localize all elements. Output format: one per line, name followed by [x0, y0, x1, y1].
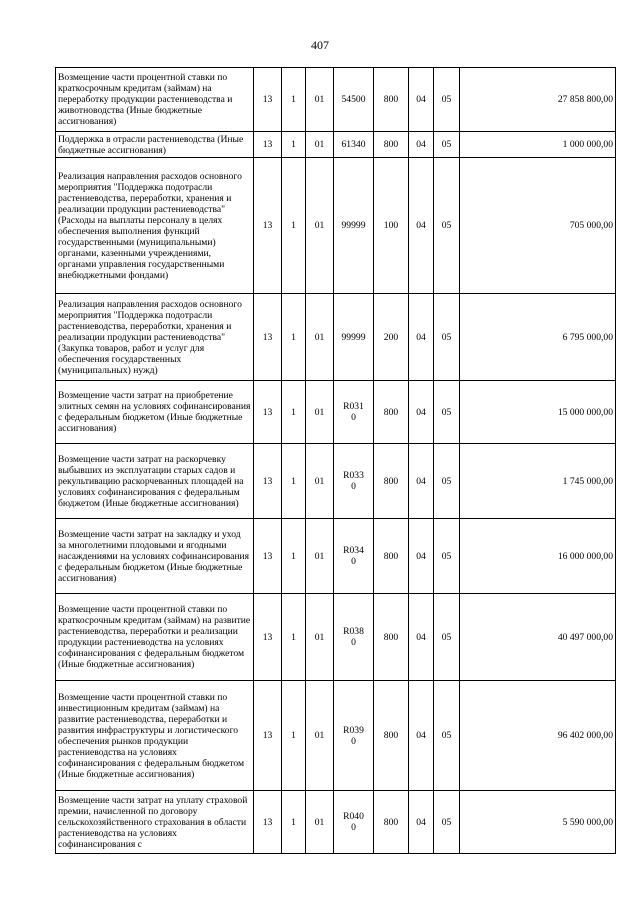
- row-description: Возмещение части процентной ставки по краткосрочным кредитам (займам) на переработку продукции растениеводства и животноводства (Иные бюджетные ассигнования): [56, 68, 254, 132]
- page-number: 407: [311, 38, 329, 52]
- direction-code: 99999: [334, 158, 374, 294]
- subprogram-code: 1: [282, 444, 306, 519]
- section-code: 04: [409, 444, 434, 519]
- expense-type-code: 800: [374, 519, 409, 594]
- program-code: 13: [254, 791, 282, 854]
- subprogram-code: 1: [282, 594, 306, 681]
- event-code: 01: [306, 594, 334, 681]
- direction-code-part-1: R039: [343, 724, 364, 736]
- section-code: 04: [409, 594, 434, 681]
- expense-type-code: 800: [374, 594, 409, 681]
- table-row: [56, 444, 616, 519]
- amount: 16 000 000,00: [460, 519, 616, 594]
- table-row: [56, 294, 616, 381]
- amount: 15 000 000,00: [460, 381, 616, 444]
- subprogram-code: 1: [282, 158, 306, 294]
- direction-code-part-2: 0: [351, 481, 356, 492]
- direction-code: 99999: [334, 294, 374, 381]
- program-code: 13: [254, 444, 282, 519]
- row-description: Возмещение части процентной ставки по инвестиционным кредитам (займам) на развитие растениеводства, переработки и развития инфраструктуры и логистического обеспечения рынков продукции растениеводства на условиях софинансирования с федеральным бюджетом (Иные бюджетные ассигнования): [56, 681, 254, 791]
- subprogram-code: 1: [282, 381, 306, 444]
- subprogram-code: 1: [282, 132, 306, 158]
- subprogram-code: 1: [282, 68, 306, 132]
- row-description: Возмещение части затрат на раскорчевку выбывших из эксплуатации старых садов и рекультивацию раскорчеванных площадей на условиях софинансирования с федеральным бюджетом (Иные бюджетные ассигнования): [56, 444, 254, 519]
- section-code: 04: [409, 68, 434, 132]
- event-code: 01: [306, 791, 334, 854]
- expense-type-code: 800: [374, 681, 409, 791]
- program-code: 13: [254, 681, 282, 791]
- direction-code: [334, 519, 374, 594]
- subsection-code: 05: [434, 68, 460, 132]
- event-code: 01: [306, 681, 334, 791]
- direction-code-part-1: R033: [343, 470, 364, 481]
- subsection-code: 05: [434, 681, 460, 791]
- row-description: Возмещение части затрат на приобретение элитных семян на условиях софинансирования с федеральным бюджетом (Иные бюджетные ассигнования): [56, 381, 254, 444]
- subsection-code: 05: [434, 132, 460, 158]
- subsection-code: 05: [434, 444, 460, 519]
- section-code: 04: [409, 381, 434, 444]
- budget-table: [55, 67, 616, 854]
- program-code: 13: [254, 294, 282, 381]
- direction-code-part-1: R040: [343, 811, 364, 822]
- amount: 1 000 000,00: [460, 132, 616, 158]
- direction-code-part-2: 0: [351, 735, 356, 747]
- direction-code-part-2: 0: [351, 556, 356, 567]
- direction-code-part-1: R031: [343, 401, 364, 412]
- amount: 27 858 800,00: [460, 68, 616, 132]
- event-code: 01: [306, 519, 334, 594]
- table-row: [56, 681, 616, 791]
- subsection-code: 05: [434, 594, 460, 681]
- subprogram-code: 1: [282, 294, 306, 381]
- amount: 96 402 000,00: [460, 681, 616, 791]
- direction-code: 61340: [334, 132, 374, 158]
- direction-code-part-2: 0: [351, 637, 356, 648]
- expense-type-code: 100: [374, 158, 409, 294]
- direction-code: [334, 381, 374, 444]
- amount: 6 795 000,00: [460, 294, 616, 381]
- section-code: 04: [409, 294, 434, 381]
- event-code: 01: [306, 68, 334, 132]
- table-row: [56, 791, 616, 854]
- subprogram-code: 1: [282, 519, 306, 594]
- section-code: 04: [409, 791, 434, 854]
- event-code: 01: [306, 132, 334, 158]
- table-row: [56, 594, 616, 681]
- table-row: [56, 519, 616, 594]
- event-code: 01: [306, 381, 334, 444]
- program-code: 13: [254, 158, 282, 294]
- row-description: Реализация направления расходов основного мероприятия "Поддержка подотрасли растениеводства, переработки, хранения и реализации продукции растениеводства" (Расходы на выплаты персоналу в целях обеспечения выполнения функций государственными (муниципальными) органами, казенными учреждениями, органами управления государственными внебюджетными фондами): [56, 158, 254, 294]
- subprogram-code: 1: [282, 681, 306, 791]
- program-code: 13: [254, 381, 282, 444]
- subprogram-code: 1: [282, 791, 306, 854]
- table-row: [56, 381, 616, 444]
- expense-type-code: 800: [374, 791, 409, 854]
- subsection-code: 05: [434, 519, 460, 594]
- amount: 1 745 000,00: [460, 444, 616, 519]
- direction-code-part-1: R034: [343, 545, 364, 556]
- event-code: 01: [306, 294, 334, 381]
- row-description: Реализация направления расходов основного мероприятия "Поддержка подотрасли растениеводства, переработки, хранения и реализации продукции растениеводства" (Закупка товаров, работ и услуг для обеспечения государственных (муниципальных) нужд): [56, 294, 254, 381]
- expense-type-code: 800: [374, 381, 409, 444]
- section-code: 04: [409, 132, 434, 158]
- subsection-code: 05: [434, 381, 460, 444]
- section-code: 04: [409, 158, 434, 294]
- program-code: 13: [254, 519, 282, 594]
- row-description: Возмещение части затрат на закладку и уход за многолетними плодовыми и ягодными насаждениями на условиях софинансирования с федеральным бюджетом (Иные бюджетные ассигнования): [56, 519, 254, 594]
- direction-code: [334, 594, 374, 681]
- amount: 40 497 000,00: [460, 594, 616, 681]
- expense-type-code: 200: [374, 294, 409, 381]
- direction-code: 54500: [334, 68, 374, 132]
- row-description: Поддержка в отрасли растениеводства (Иные бюджетные ассигнования): [56, 132, 254, 158]
- table-row: [56, 158, 616, 294]
- event-code: 01: [306, 444, 334, 519]
- direction-code-part-1: R038: [343, 626, 364, 637]
- expense-type-code: 800: [374, 132, 409, 158]
- subsection-code: 05: [434, 294, 460, 381]
- table-row: [56, 68, 616, 132]
- section-code: 04: [409, 681, 434, 791]
- amount: 5 590 000,00: [460, 791, 616, 854]
- row-description: Возмещение части процентной ставки по краткосрочным кредитам (займам) на развитие растениеводства, переработки и реализации продукции растениеводства на условиях софинансирования с федеральным бюджетом (Иные бюджетные ассигнования): [56, 594, 254, 681]
- expense-type-code: 800: [374, 444, 409, 519]
- program-code: 13: [254, 68, 282, 132]
- expense-type-code: 800: [374, 68, 409, 132]
- direction-code: [334, 681, 374, 791]
- subsection-code: 05: [434, 791, 460, 854]
- direction-code-part-2: 0: [351, 822, 356, 833]
- event-code: 01: [306, 158, 334, 294]
- direction-code: [334, 791, 374, 854]
- program-code: 13: [254, 132, 282, 158]
- program-code: 13: [254, 594, 282, 681]
- direction-code: [334, 444, 374, 519]
- subsection-code: 05: [434, 158, 460, 294]
- direction-code-part-2: 0: [351, 412, 356, 423]
- amount: 705 000,00: [460, 158, 616, 294]
- section-code: 04: [409, 519, 434, 594]
- table-row: [56, 132, 616, 158]
- row-description: Возмещение части затрат на уплату страховой премии, начисленной по договору сельскохозяйственного страхования в области растениеводства на условиях софинансирования с: [56, 791, 254, 854]
